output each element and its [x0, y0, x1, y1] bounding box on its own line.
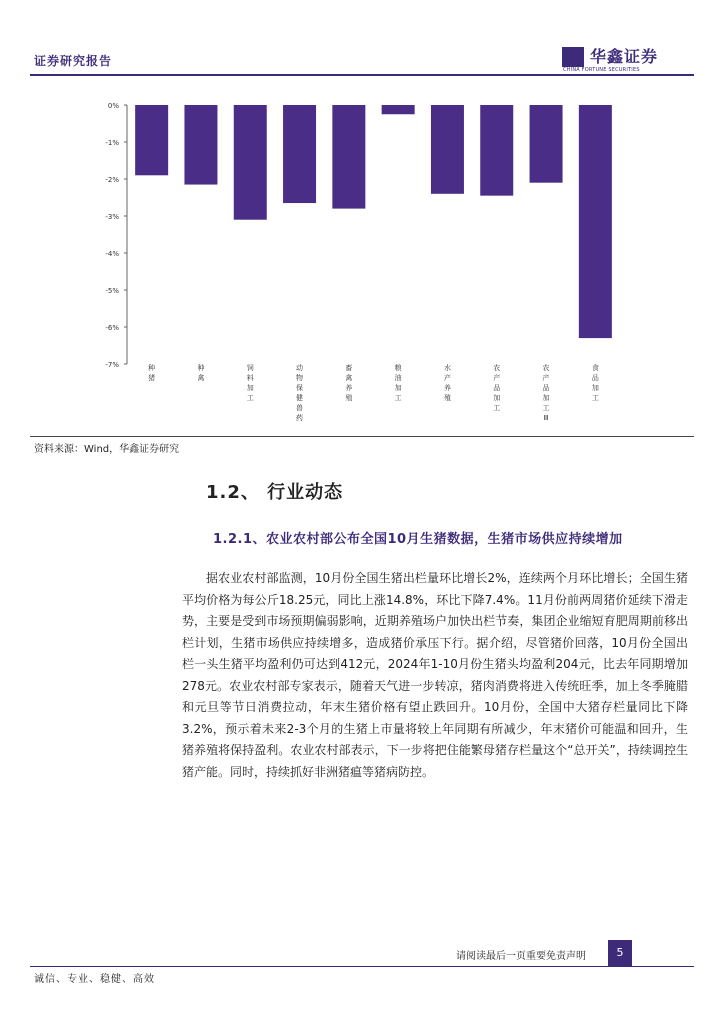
y-tick-label: -2%	[105, 176, 119, 184]
x-tick-label: 动物保健兽药	[296, 364, 304, 422]
x-tick-label: 粮油加工	[394, 364, 402, 402]
x-tick-label: 种猪	[148, 364, 156, 382]
x-tick-label: 种禽	[197, 364, 205, 382]
bar	[135, 105, 168, 175]
report-header-title: 证券研究报告	[34, 54, 113, 68]
x-tick-label: 水产养殖	[443, 364, 451, 402]
header-divider	[30, 74, 694, 76]
footer-motto: 诚信、专业、稳健、高效	[34, 974, 155, 985]
bar	[530, 105, 563, 183]
x-tick-label: 农产品加工	[493, 364, 501, 412]
body-paragraph: 据农业农村部监测，10月份全国生猪出栏量环比增长2%，连续两个月环比增长；全国生猪平均价格为每公斤18.25元，同比上涨14.8%，环比下降7.4%。11月份前两周猪价延续下滑走势，主要是受到市场预期偏弱影响，近期养殖场户加快出栏节奏，集团企业缩短育肥周期前移出栏计划，生猪市场供应持续增多，造成猪价承压下行。据介绍，尽管猪价回落，10月份全国出栏一头生猪平均盈利仍可达到412元，2024年1-10月份生猪头均盈利204元，比去年同期增加278元。农业农村部专家表示，随着天气进一步转凉，猪肉消费将进入传统旺季，加上冬季腌腊和元旦等节日消费拉动，年末生猪价格有望止跌回升。10月份，全国中大猪存栏量同比下降3.2%，预示着未来2-3个月的生猪上市量将较上年同期有所减少，年末猪价可能温和回升，生猪养殖将保持盈利。农业农村部表示，下一步将把住能繁母猪存栏量这个“总开关”，持续调控生猪产能。同时，持续抓好非洲猪瘟等猪病防控。	[182, 571, 688, 779]
x-tick-label: 饲料加工	[246, 364, 254, 402]
bar	[283, 105, 316, 203]
x-tick-label: 食品加工	[591, 364, 599, 402]
bar	[382, 105, 415, 114]
page-number: 5	[608, 940, 632, 966]
bar	[480, 105, 513, 196]
bar	[234, 105, 267, 220]
logo-name: 华鑫证券	[590, 47, 659, 66]
y-tick-label: -3%	[105, 213, 119, 221]
y-tick-label: 0%	[107, 102, 119, 110]
bar	[579, 105, 612, 338]
y-tick-label: -7%	[105, 361, 119, 369]
subsection-title: 1.2.1、农业农村部公布全国10月生猪数据，生猪市场供应持续增加	[213, 532, 623, 547]
x-tick-label: 农产品加工 Ⅲ	[542, 364, 550, 422]
company-logo	[562, 44, 662, 74]
x-tick-label: 畜禽养殖	[345, 364, 353, 402]
bar	[332, 105, 365, 209]
chart-source: 资料来源：Wind，华鑫证券研究	[34, 444, 180, 455]
bar-chart	[0, 90, 724, 435]
y-tick-label: -1%	[105, 139, 119, 147]
logo-icon	[562, 47, 584, 67]
y-tick-label: -4%	[105, 250, 119, 258]
bar	[184, 105, 217, 185]
footer-divider	[30, 966, 694, 967]
source-divider	[30, 436, 694, 437]
bar	[431, 105, 464, 194]
y-tick-label: -6%	[105, 324, 119, 332]
logo-english-name: CHINA FORTUNE SECURITIES	[563, 67, 640, 73]
section-title: 1.2、 行业动态	[206, 482, 344, 503]
y-tick-label: -5%	[105, 287, 119, 295]
disclaimer-note: 请阅读最后一页重要免责声明	[456, 951, 586, 962]
